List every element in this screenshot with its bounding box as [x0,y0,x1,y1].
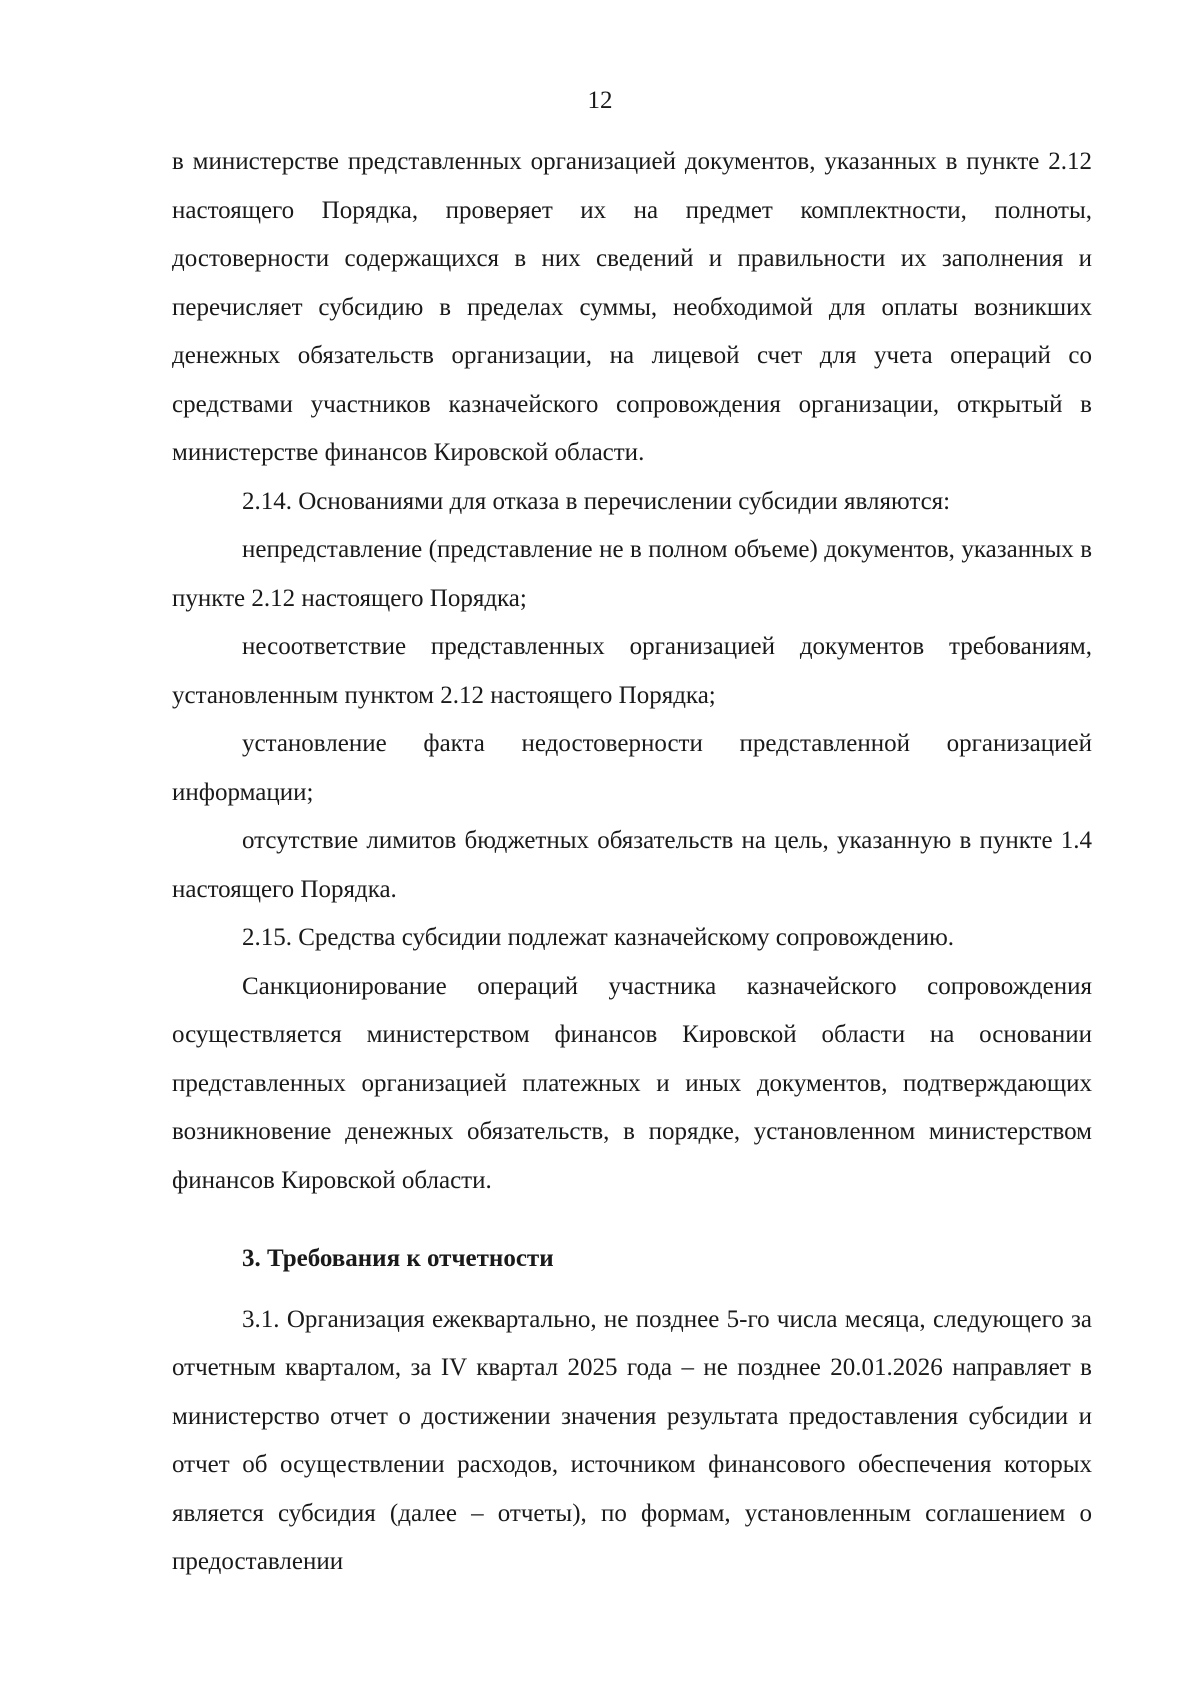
paragraph-sanctioning: Санкционирование операций участника казначейского сопровождения осуществляется министерством финансов Кировской области на основании представленных организацией платежных и иных документов, подтверждающих возникновение денежных обязательств, в порядке, установленном министерством финансов Кировской области. [172,972,1092,1194]
paragraph-refusal-reason-3: установление факта недостоверности представленной организацией информации; [172,730,1092,806]
paragraph-2-14: 2.14. Основаниями для отказа в перечислении субсидии являются: [242,487,951,515]
paragraph-continuation: в министерстве представленных организацией документов, указанных в пункте 2.12 настоящего Порядка, проверяет их на предмет комплектности, полноты, достоверности содержащихся в них сведений и правильности их заполнения и перечисляет субсидию в пределах суммы, необходимой для оплаты возникших денежных обязательств организации, на лицевой счет для учета операций со средствами участников казначейского сопровождения организации, открытый в министерстве финансов Кировской области. [172,148,1092,466]
paragraph-refusal-reason-1: непредставление (представление не в полном объеме) документов, указанных в пункте 2.12 настоящего Порядка; [172,536,1092,612]
paragraph-refusal-reason-4: отсутствие лимитов бюджетных обязательств на цель, указанную в пункте 1.4 настоящего Порядка. [172,827,1092,903]
paragraph-3-1: 3.1. Организация ежеквартально, не позднее 5-го числа месяца, следующего за отчетным кварталом, за IV квартал 2025 года – не позднее 20.01.2026 направляет в министерство отчет о достижении значения результата предоставления субсидии и отчет об осуществлении расходов, источником финансового обеспечения которых является субсидия (далее – отчеты), по формам, установленным соглашением о предоставлении [172,1305,1092,1575]
section-heading: 3. Требования к отчетности [242,1245,554,1272]
paragraph-2-15: 2.15. Средства субсидии подлежат казначейскому сопровождению. [242,924,955,951]
page-number: 12 [587,87,613,114]
document-body [172,138,1092,1587]
paragraph-refusal-reason-2: несоответствие представленных организацией документов требованиям, установленным пунктом 2.12 настоящего Порядка; [172,633,1092,709]
